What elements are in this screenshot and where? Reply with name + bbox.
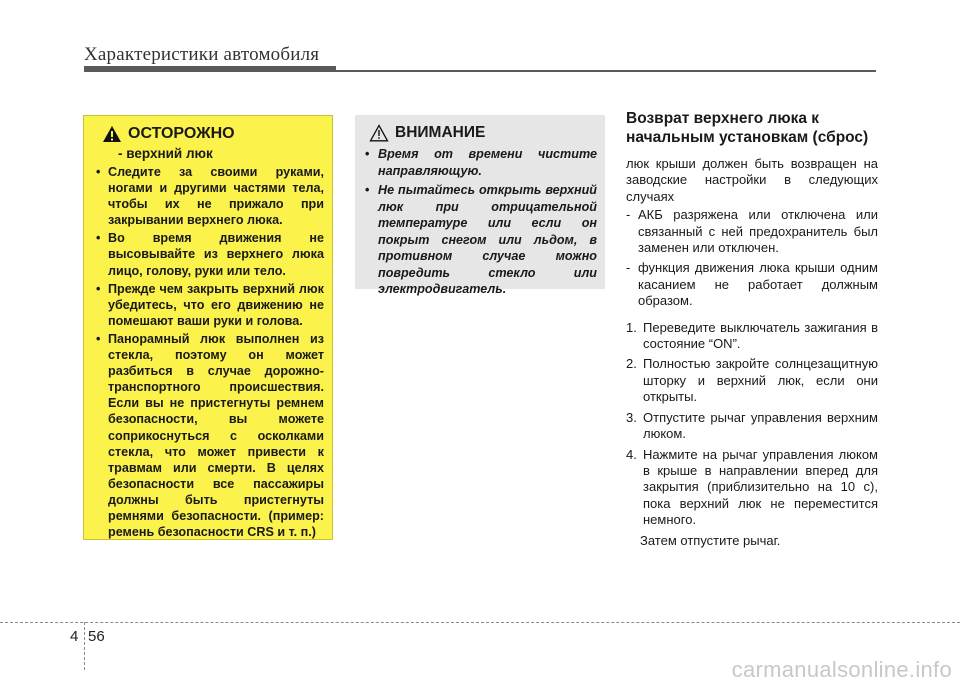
warning-header: [102, 125, 324, 143]
page-number: 56: [88, 628, 105, 645]
header-rule-thick: [84, 66, 336, 72]
step-item: 4. Нажмите на рычаг управления люком в крыше в направлении вперед для закрытия (приблизительно на 10 с), пока верхний люк не переместится немного.: [626, 446, 878, 528]
header-rule-thin: [336, 70, 876, 72]
warning-triangle-icon: [102, 125, 122, 143]
warning-list: [96, 164, 324, 540]
step-item: 1. Переведите выключатель зажигания в состояние “ON”.: [626, 319, 878, 352]
caution-box: [355, 115, 605, 296]
reset-section: [626, 110, 878, 549]
caution-header: [369, 124, 597, 142]
chapter-number: 4: [70, 628, 79, 645]
watermark: carmanualsonline.info: [731, 657, 952, 682]
caution-item: • Время от времени чистите направляющую.: [365, 146, 597, 179]
caution-list: [365, 146, 597, 298]
step-item: 3. Отпустите рычаг управления верхним люком.: [626, 409, 878, 442]
warning-subtitle: - верхний люк: [118, 146, 213, 161]
warning-item: • Панорамный люк выполнен из стекла, поэтому он может разбиться в случае дорожно-транспортного происшествия. Если вы не пристегнуты ремнем безопасности, вы можете соприкоснуться с осколками стекла, что может привести к травмам или смерти. В целях безопасности все пассажиры должны быть пристегнуты ремнями безопасности. (пример: ремень безопасности CRS и т. п.): [96, 331, 324, 540]
reset-conditions-list: [626, 207, 878, 309]
final-note: Затем отпустите рычаг.: [640, 532, 781, 548]
reset-steps-list: [626, 320, 878, 529]
page-header-title: Характеристики автомобиля: [84, 44, 320, 65]
reset-intro: люк крыши должен быть возвращен на заводские настройки в следующих случаях: [626, 156, 878, 204]
warning-title: ОСТОРОЖНО: [128, 125, 235, 142]
condition-item: - АКБ разряжена или отключена или связанный с ней предохранитель был заменен или отключен.: [626, 207, 878, 256]
warning-box: [83, 115, 333, 540]
reset-title: Возврат верхнего люка к начальным установкам (сброс): [626, 110, 869, 146]
warning-item: • Следите за своими руками, ногами и другими частями тела, чтобы их не прижало при закрывании верхнего люка.: [96, 164, 324, 228]
warning-item: • Прежде чем закрыть верхний люк убедитесь, что его движению не помешают ваши руки и голова.: [96, 281, 324, 329]
caution-title: ВНИМАНИЕ: [395, 124, 486, 141]
footer-divider: [0, 622, 960, 623]
step-item: 2. Полностью закройте солнцезащитную шторку и верхний люк, если они открыты.: [626, 356, 878, 405]
footer-vertical-divider: [84, 622, 85, 670]
caution-triangle-icon: [369, 124, 389, 142]
condition-item: - функция движения люка крыши одним касанием не работает должным образом.: [626, 260, 878, 309]
warning-item: • Во время движения не высовывайте из верхнего люка лицо, голову, руки или тело.: [96, 230, 324, 278]
caution-item: • Не пытайтесь открыть верхний люк при отрицательной температуре или если он покрыт снегом или льдом, в противном случае можно повредить стекло или электродвигатель.: [365, 182, 597, 298]
